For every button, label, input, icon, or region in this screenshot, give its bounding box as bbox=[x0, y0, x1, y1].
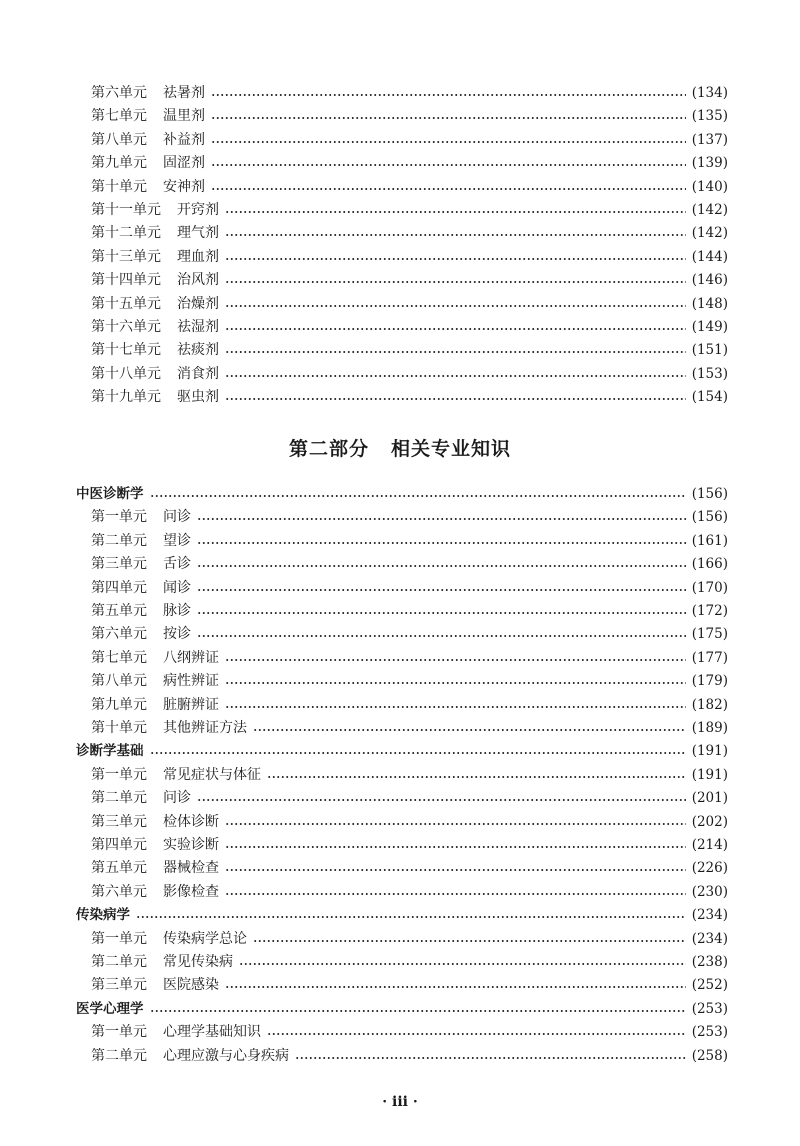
toc-unit-row[interactable] bbox=[0, 316, 800, 338]
dot-leader bbox=[225, 869, 686, 871]
unit-number: 第十六单元 bbox=[91, 319, 161, 335]
unit-number: 第五单元 bbox=[91, 603, 147, 619]
dot-leader bbox=[225, 211, 686, 213]
toc-unit-row[interactable] bbox=[0, 269, 800, 291]
toc-unit-row[interactable] bbox=[0, 951, 800, 973]
unit-title: 心理应激与心身疾病 bbox=[163, 1047, 289, 1064]
dot-leader bbox=[136, 916, 686, 918]
unit-number: 第七单元 bbox=[91, 108, 147, 125]
toc-unit-row[interactable] bbox=[0, 600, 800, 622]
unit-title: 问诊 bbox=[163, 509, 191, 526]
toc-unit-row[interactable] bbox=[0, 152, 800, 174]
toc-subject-row[interactable] bbox=[0, 998, 800, 1020]
unit-title: 驱虫剂 bbox=[177, 389, 219, 406]
toc-unit-row[interactable] bbox=[0, 647, 800, 669]
dot-leader bbox=[295, 1057, 686, 1059]
toc-unit-row[interactable] bbox=[0, 386, 800, 408]
page-ref: (182) bbox=[691, 696, 728, 713]
unit-number: 第二单元 bbox=[91, 954, 147, 970]
unit-title: 影像检查 bbox=[163, 883, 219, 900]
part-label: 第二部分 bbox=[288, 438, 369, 460]
subject-title: 诊断学基础 bbox=[76, 743, 144, 760]
dot-leader bbox=[197, 565, 686, 567]
toc-unit-row[interactable] bbox=[0, 1045, 800, 1067]
page-ref: (253) bbox=[691, 1024, 728, 1041]
unit-title: 八纲辨证 bbox=[163, 649, 219, 666]
page-ref: (161) bbox=[691, 532, 728, 549]
unit-number: 第三单元 bbox=[91, 556, 147, 573]
toc-unit-row[interactable] bbox=[0, 811, 800, 833]
toc-subject-row[interactable] bbox=[0, 483, 800, 505]
unit-number: 第十一单元 bbox=[91, 202, 161, 218]
dot-leader bbox=[239, 963, 686, 965]
toc-unit-row[interactable] bbox=[0, 623, 800, 645]
unit-title: 安神剂 bbox=[163, 178, 205, 195]
dot-leader bbox=[225, 398, 686, 400]
page-ref: (201) bbox=[691, 790, 728, 807]
toc-unit-row[interactable] bbox=[0, 82, 800, 104]
toc-subject-row[interactable] bbox=[0, 740, 800, 762]
unit-title: 治燥剂 bbox=[177, 295, 219, 312]
unit-number: 第三单元 bbox=[91, 977, 147, 994]
toc-unit-row[interactable] bbox=[0, 881, 800, 903]
page-ref: (144) bbox=[691, 248, 728, 265]
unit-number: 第五单元 bbox=[91, 860, 147, 877]
page-ref: (191) bbox=[691, 743, 728, 760]
unit-title: 传染病学总论 bbox=[163, 930, 247, 947]
unit-title: 理血剂 bbox=[177, 248, 219, 265]
page-ref: (135) bbox=[691, 108, 728, 125]
toc-unit-row[interactable] bbox=[0, 1021, 800, 1043]
page-ref: (177) bbox=[691, 649, 728, 666]
unit-title: 实验诊断 bbox=[163, 837, 219, 853]
page-ref: (146) bbox=[691, 272, 728, 289]
dot-leader bbox=[267, 776, 686, 778]
dot-leader bbox=[197, 542, 686, 544]
unit-number: 第八单元 bbox=[91, 131, 147, 148]
unit-number: 第二单元 bbox=[91, 532, 147, 549]
unit-number: 第四单元 bbox=[91, 579, 147, 596]
unit-title: 医院感染 bbox=[163, 977, 219, 994]
unit-title: 检体诊断 bbox=[163, 813, 219, 830]
page-ref: (156) bbox=[691, 509, 728, 526]
dot-leader bbox=[225, 682, 686, 684]
dot-leader bbox=[211, 188, 686, 190]
page-ref: (214) bbox=[691, 837, 728, 853]
toc-unit-row[interactable] bbox=[0, 199, 800, 221]
dot-leader bbox=[253, 940, 686, 942]
page-ref: (137) bbox=[691, 131, 728, 148]
dot-leader bbox=[225, 305, 686, 307]
part-title: 相关专业知识 bbox=[391, 438, 512, 460]
unit-title: 开窍剂 bbox=[177, 202, 219, 218]
dot-leader bbox=[150, 1010, 686, 1012]
unit-number: 第四单元 bbox=[91, 837, 147, 853]
unit-number: 第八单元 bbox=[91, 673, 147, 690]
page-ref: (170) bbox=[691, 579, 728, 596]
dot-leader bbox=[225, 258, 686, 260]
unit-number: 第九单元 bbox=[91, 155, 147, 172]
page-ref: (234) bbox=[691, 907, 728, 924]
toc-unit-row[interactable] bbox=[0, 339, 800, 361]
page-ref: (202) bbox=[691, 813, 728, 830]
dot-leader bbox=[225, 375, 686, 377]
unit-number: 第十三单元 bbox=[91, 248, 161, 265]
toc-unit-row[interactable] bbox=[0, 176, 800, 198]
part-heading bbox=[0, 434, 800, 461]
page-ref: (139) bbox=[691, 155, 728, 172]
dot-leader bbox=[225, 706, 686, 708]
toc-unit-row[interactable] bbox=[0, 717, 800, 739]
page-ref: (226) bbox=[691, 860, 728, 877]
unit-title: 其他辨证方法 bbox=[163, 720, 247, 736]
unit-number: 第二单元 bbox=[91, 790, 147, 807]
page-ref: (189) bbox=[691, 720, 728, 736]
page-ref: (149) bbox=[691, 319, 728, 335]
dot-leader bbox=[211, 94, 686, 96]
toc-subject-row[interactable] bbox=[0, 904, 800, 926]
page-ref: (142) bbox=[691, 225, 728, 242]
unit-title: 闻诊 bbox=[163, 579, 191, 596]
unit-title: 望诊 bbox=[163, 532, 191, 549]
unit-number: 第一单元 bbox=[91, 766, 147, 783]
unit-number: 第七单元 bbox=[91, 649, 147, 666]
page-ref: (151) bbox=[691, 342, 728, 359]
unit-title: 补益剂 bbox=[163, 131, 205, 148]
unit-title: 心理学基础知识 bbox=[163, 1024, 261, 1041]
unit-number: 第一单元 bbox=[91, 930, 147, 947]
dot-leader bbox=[197, 518, 686, 520]
page-ref: (230) bbox=[691, 883, 728, 900]
toc-unit-row[interactable] bbox=[0, 670, 800, 692]
dot-leader bbox=[150, 752, 686, 754]
unit-title: 治风剂 bbox=[177, 272, 219, 289]
unit-number: 第十单元 bbox=[91, 178, 147, 195]
unit-number: 第一单元 bbox=[91, 1024, 147, 1041]
unit-title: 温里剂 bbox=[163, 108, 205, 125]
unit-title: 消食剂 bbox=[177, 365, 219, 382]
page-ref: (191) bbox=[691, 766, 728, 783]
toc-unit-row[interactable] bbox=[0, 105, 800, 127]
dot-leader bbox=[150, 495, 686, 497]
unit-number: 第三单元 bbox=[91, 813, 147, 830]
toc-unit-row[interactable] bbox=[0, 857, 800, 879]
unit-number: 第六单元 bbox=[91, 883, 147, 900]
page-ref: (153) bbox=[691, 365, 728, 382]
unit-title: 常见传染病 bbox=[163, 954, 233, 970]
unit-title: 脉诊 bbox=[163, 603, 191, 619]
dot-leader bbox=[211, 117, 686, 119]
page-ref: (166) bbox=[691, 556, 728, 573]
dot-leader bbox=[225, 846, 686, 848]
unit-number: 第九单元 bbox=[91, 696, 147, 713]
unit-title: 问诊 bbox=[163, 790, 191, 807]
unit-title: 祛暑剂 bbox=[163, 85, 205, 101]
page-ref: (134) bbox=[691, 85, 728, 101]
unit-number: 第十八单元 bbox=[91, 365, 161, 382]
page-ref: (175) bbox=[691, 626, 728, 643]
dot-leader bbox=[197, 635, 686, 637]
page-ref: (179) bbox=[691, 673, 728, 690]
page-ref: (252) bbox=[691, 977, 728, 994]
toc-unit-row[interactable] bbox=[0, 553, 800, 575]
unit-title: 按诊 bbox=[163, 626, 191, 643]
dot-leader bbox=[225, 659, 686, 661]
toc-unit-row[interactable] bbox=[0, 530, 800, 552]
dot-leader bbox=[211, 164, 686, 166]
dot-leader bbox=[267, 1033, 686, 1035]
dot-leader bbox=[197, 612, 686, 614]
page-ref: (156) bbox=[691, 486, 728, 502]
toc-unit-row[interactable] bbox=[0, 129, 800, 151]
page-ref: (142) bbox=[691, 202, 728, 218]
unit-number: 第六单元 bbox=[91, 85, 147, 101]
subject-title: 中医诊断学 bbox=[76, 486, 144, 502]
unit-title: 舌诊 bbox=[163, 556, 191, 573]
page-ref: (148) bbox=[691, 295, 728, 312]
toc-unit-row[interactable] bbox=[0, 246, 800, 268]
unit-number: 第一单元 bbox=[91, 509, 147, 526]
page-ref: (154) bbox=[691, 389, 728, 406]
toc-unit-row[interactable] bbox=[0, 506, 800, 528]
toc-unit-row[interactable] bbox=[0, 787, 800, 809]
dot-leader bbox=[225, 823, 686, 825]
toc-unit-row[interactable] bbox=[0, 293, 800, 315]
page-ref: (258) bbox=[691, 1047, 728, 1064]
unit-title: 脏腑辨证 bbox=[163, 696, 219, 713]
page-ref: (238) bbox=[691, 954, 728, 970]
toc-unit-row[interactable] bbox=[0, 834, 800, 856]
unit-title: 固涩剂 bbox=[163, 155, 205, 172]
toc-unit-row[interactable] bbox=[0, 694, 800, 716]
dot-leader bbox=[253, 729, 686, 731]
page-ref: (140) bbox=[691, 178, 728, 195]
toc-unit-row[interactable] bbox=[0, 222, 800, 244]
unit-title: 祛湿剂 bbox=[177, 319, 219, 335]
unit-title: 器械检查 bbox=[163, 860, 219, 877]
unit-number: 第六单元 bbox=[91, 626, 147, 643]
toc-unit-row[interactable] bbox=[0, 764, 800, 786]
dot-leader bbox=[225, 328, 686, 330]
dot-leader bbox=[225, 281, 686, 283]
dot-leader bbox=[225, 986, 686, 988]
page-number: · iii · bbox=[382, 1094, 418, 1110]
dot-leader bbox=[197, 799, 686, 801]
dot-leader bbox=[197, 589, 686, 591]
page-ref: (253) bbox=[691, 1000, 728, 1017]
unit-number: 第十九单元 bbox=[91, 389, 161, 406]
toc-unit-row[interactable] bbox=[0, 577, 800, 599]
unit-number: 第十四单元 bbox=[91, 272, 161, 289]
unit-number: 第十五单元 bbox=[91, 295, 161, 312]
toc-unit-row[interactable] bbox=[0, 974, 800, 996]
unit-number: 第十二单元 bbox=[91, 225, 161, 242]
subject-title: 传染病学 bbox=[76, 907, 130, 924]
unit-number: 第二单元 bbox=[91, 1047, 147, 1064]
unit-title: 理气剂 bbox=[177, 225, 219, 242]
dot-leader bbox=[225, 234, 686, 236]
toc-unit-row[interactable] bbox=[0, 363, 800, 385]
unit-title: 常见症状与体征 bbox=[163, 766, 261, 783]
toc-unit-row[interactable] bbox=[0, 928, 800, 950]
subject-title: 医学心理学 bbox=[76, 1000, 144, 1017]
dot-leader bbox=[225, 351, 686, 353]
unit-title: 病性辨证 bbox=[163, 673, 219, 690]
page-ref: (234) bbox=[691, 930, 728, 947]
unit-title: 祛痰剂 bbox=[177, 342, 219, 359]
dot-leader bbox=[211, 141, 686, 143]
unit-number: 第十单元 bbox=[91, 720, 147, 736]
dot-leader bbox=[225, 893, 686, 895]
page-ref: (172) bbox=[691, 603, 728, 619]
unit-number: 第十七单元 bbox=[91, 342, 161, 359]
